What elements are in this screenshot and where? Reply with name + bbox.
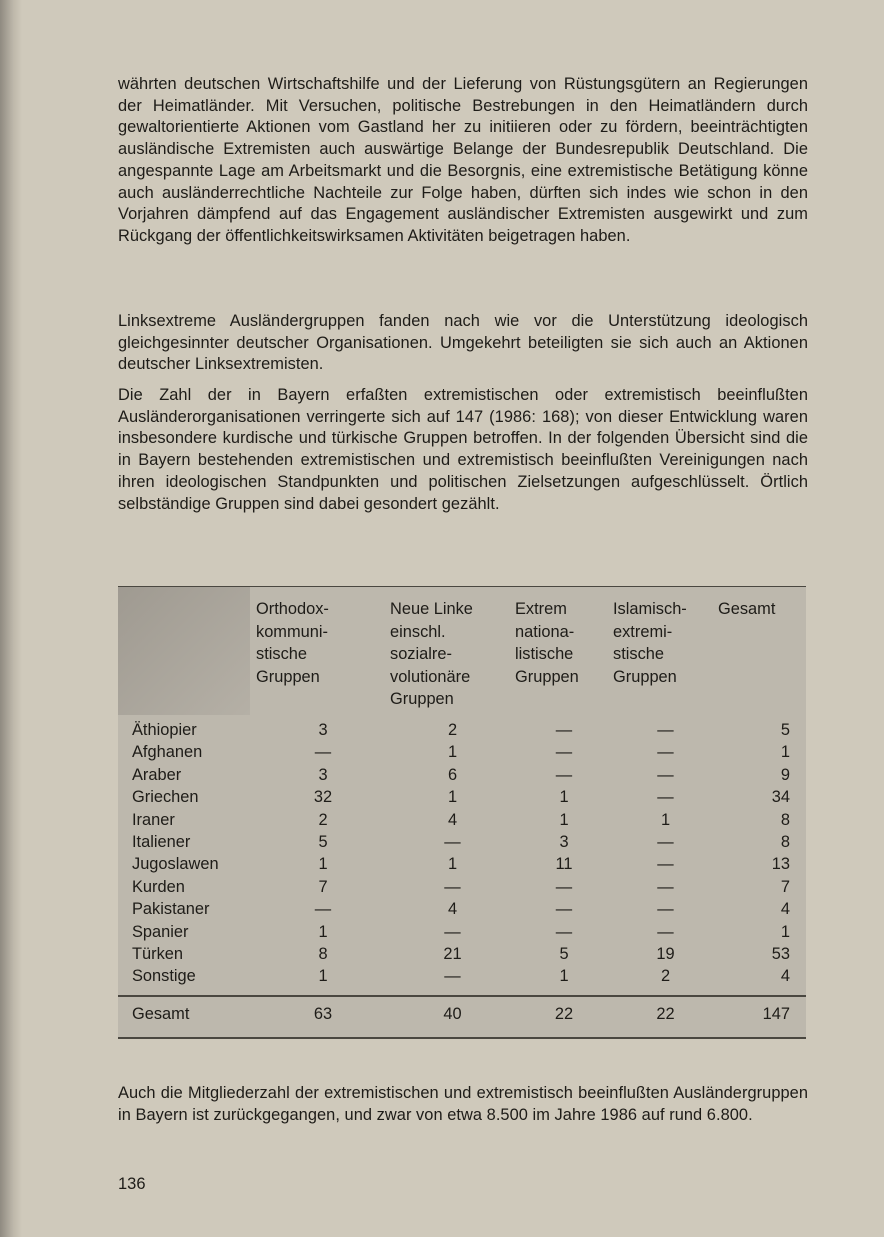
table-cell: 34 (771, 788, 790, 807)
row-label: Jugoslawen (132, 855, 219, 874)
table-cell: 22 (656, 1004, 675, 1023)
paragraph-membership: Auch die Mitgliederzahl der extremistischen und extremistisch beeinflußten Ausländergruppen in Bayern ist zurückgegangen, und zwar von etwa 8.500 im Jahre 1986 auf rund 6.800. (118, 1084, 808, 1124)
table-cell: — (657, 900, 674, 919)
table-cell: 2 (447, 721, 458, 739)
page-edge-shadow (0, 0, 22, 1237)
row-label: Türken (132, 945, 184, 964)
table-cell: 1 (318, 922, 328, 941)
table-row (118, 786, 806, 808)
table-cell: 53 (771, 945, 790, 964)
organisations-table (118, 586, 806, 1039)
table-cell: 4 (447, 900, 458, 919)
header-extreme-nationalist: Extrem nationa- listische Gruppen (515, 600, 579, 686)
header-blank (118, 587, 256, 715)
table-cell: 19 (656, 945, 675, 964)
table-cell: — (657, 743, 674, 762)
table-row (118, 741, 806, 763)
table-cell: — (444, 967, 461, 986)
table-cell: 1 (559, 788, 569, 807)
paragraph-foreign-policy: währten deutschen Wirtschaftshilfe und der Lieferung von Rüstungsgütern an Regierungen der Heimatländer. Mit Versuchen, politische Bestrebungen in den Heimatländern durch gewaltorientierte Aktionen vom Gastland her zu initiieren oder zu fördern, beeinträchtigten ausländische Extremisten auch auswärtige Belange der Bundesrepublik Deutschland. Die angespannte Lage am Arbeitsmarkt und die Besorgnis, eine extremistische Betätigung könne auch ausländerrechtliche Nachteile zur Folge haben, dürften sich indes wie schon in den Vorjahren dämpfend auf das Engagement ausländischer Extremisten ausgewirkt und zum Rückgang der öffentlichkeitswirksamen Aktivitäten beigetragen haben. (118, 75, 808, 245)
table-cell: 1 (447, 743, 458, 762)
table-cell: 8 (780, 833, 790, 852)
table-cell: — (555, 721, 573, 739)
row-label: Sonstige (132, 967, 196, 986)
header-orthodox-communist: Orthodox- kommuni- stische Gruppen (256, 600, 329, 686)
table-cell: — (555, 877, 573, 896)
table-cell: 40 (443, 1004, 462, 1023)
table-cell: 13 (771, 855, 790, 874)
table-cell: 5 (780, 721, 790, 739)
table-cell: 1 (447, 855, 458, 874)
table-cell: 8 (780, 810, 790, 829)
table-cell: 21 (443, 945, 462, 964)
table-cell: 22 (554, 1004, 574, 1023)
table-cell: 3 (318, 721, 328, 739)
table-row (118, 876, 806, 898)
row-label: Araber (132, 765, 182, 784)
table-row (118, 853, 806, 875)
table-row (118, 965, 806, 987)
table-cell: — (444, 877, 461, 896)
row-label: Gesamt (132, 1004, 190, 1023)
row-label: Afghanen (132, 743, 203, 762)
row-label: Spanier (132, 922, 189, 941)
table-cell: 147 (762, 1004, 790, 1023)
row-label: Äthiopier (132, 721, 197, 739)
row-label: Kurden (132, 877, 185, 896)
table-cell: 2 (660, 967, 671, 986)
table-cell: 1 (318, 855, 328, 874)
row-label: Griechen (132, 788, 199, 807)
paragraph-left-extremists: Linksextreme Ausländergruppen fanden nach wie vor die Unterstützung ideologisch gleichgesinnter deutscher Organisationen. Umgekehrt beteiligten sie sich auch an Aktionen deutscher Linksextremisten. (118, 312, 808, 374)
table-cell: 7 (780, 877, 790, 896)
table-cell: — (657, 877, 674, 896)
table-cell: 8 (318, 945, 328, 964)
table-cell: 9 (780, 765, 790, 784)
row-label: Pakistaner (132, 900, 210, 919)
table-row (118, 831, 806, 853)
table-cell: — (555, 900, 573, 919)
table-cell: — (657, 765, 674, 784)
table-row (118, 715, 806, 741)
row-label: Italiener (132, 833, 191, 852)
table-total-row (118, 988, 806, 1034)
table-cell: 1 (559, 967, 569, 986)
table-cell: — (314, 900, 332, 919)
table-cell: 5 (559, 945, 569, 964)
table-cell: — (657, 922, 674, 941)
table-cell: — (555, 743, 573, 762)
table-cell: 5 (318, 833, 328, 852)
table-cell: 4 (780, 900, 790, 919)
paragraph-organisation-count: Die Zahl der in Bayern erfaßten extremistischen oder extremistisch beeinflußten Ausländerorganisationen verringerte sich auf 147 (1986: 168); von dieser Entwicklung waren insbesondere kurdische und türkische Gruppen betroffen. In der folgenden Übersicht sind die in Bayern bestehenden extremistischen und extremistisch beeinflußten Vereinigungen nach ihren ideologischen Standpunkten und politischen Zielsetzungen aufgeschlüsselt. Örtlich selbständige Gruppen sind dabei gesondert gezählt. (118, 386, 808, 513)
table-cell: 1 (447, 788, 458, 807)
table-row (118, 921, 806, 943)
table-row (118, 764, 806, 786)
table-cell: 1 (318, 967, 328, 986)
table-cell: — (657, 721, 674, 739)
table-cell: 1 (660, 810, 671, 829)
table-header-row (118, 587, 806, 715)
table-cell: — (555, 922, 573, 941)
table-cell: 1 (780, 743, 790, 762)
table-cell: — (314, 743, 332, 762)
table-cell: — (657, 833, 674, 852)
table-cell: 11 (555, 855, 573, 874)
table-row (118, 809, 806, 831)
table-cell: — (444, 922, 461, 941)
table-cell: 3 (559, 833, 569, 852)
table-cell: 3 (318, 765, 328, 784)
table-cell: 4 (780, 967, 790, 986)
table-cell: — (555, 765, 573, 784)
header-islamist: Islamisch- extremi- stische Gruppen (613, 600, 687, 686)
row-label: Iraner (132, 810, 175, 829)
table-cell: 1 (559, 810, 569, 829)
table-cell: 1 (780, 922, 790, 941)
header-total: Gesamt (718, 600, 776, 618)
table-cell: — (657, 855, 674, 874)
page-number: 136 (118, 1175, 146, 1193)
table-cell: 7 (318, 877, 328, 896)
table-cell: 2 (318, 810, 328, 829)
table-cell: 4 (447, 810, 458, 829)
table-cell: — (444, 833, 461, 852)
header-new-left: Neue Linke einschl. sozialre- volutionäre Gruppen (390, 600, 473, 708)
table-row (118, 898, 806, 920)
table-cell: 6 (447, 765, 458, 784)
table-row (118, 943, 806, 965)
table-cell: — (657, 788, 674, 807)
table-cell: 32 (313, 788, 333, 807)
table-cell: 63 (313, 1004, 333, 1023)
